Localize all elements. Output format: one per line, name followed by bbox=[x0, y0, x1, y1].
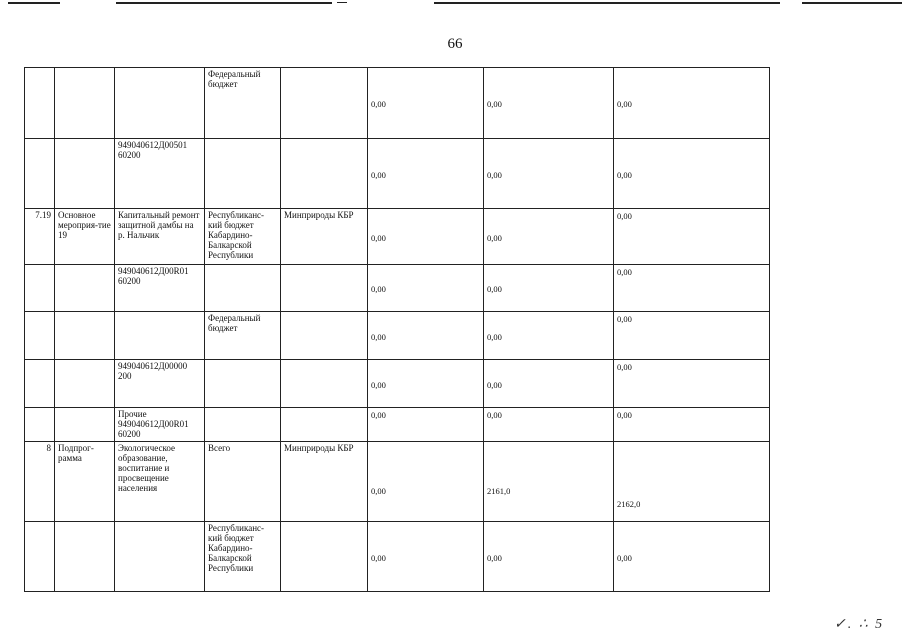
row-number: 7.19 bbox=[25, 209, 55, 265]
table-row bbox=[25, 522, 770, 592]
row-value-1: 0,00 bbox=[368, 209, 484, 265]
row-name: Экологическое образование, воспитание и просвещение населения bbox=[115, 442, 205, 522]
row-executor bbox=[281, 408, 368, 442]
top-rule-mid bbox=[116, 2, 332, 4]
row-value-3: 0,00 bbox=[614, 408, 770, 442]
row-value-2: 0,00 bbox=[484, 209, 614, 265]
top-rule-far-right bbox=[802, 2, 902, 4]
row-value-2: 0,00 bbox=[484, 408, 614, 442]
row-value-1: 0,00 bbox=[368, 68, 484, 139]
row-type bbox=[55, 408, 115, 442]
row-value-2: 0,00 bbox=[484, 68, 614, 139]
row-value-2: 2161,0 bbox=[484, 442, 614, 522]
row-source: Федеральный бюджет bbox=[205, 68, 281, 139]
row-type bbox=[55, 139, 115, 209]
row-value-1: 0,00 bbox=[368, 442, 484, 522]
row-executor bbox=[281, 139, 368, 209]
row-number bbox=[25, 312, 55, 360]
row-executor bbox=[281, 360, 368, 408]
row-type bbox=[55, 312, 115, 360]
row-value-2: 0,00 bbox=[484, 265, 614, 312]
row-source: Республиканс-кий бюджет Кабардино-Балкарской Республики bbox=[205, 209, 281, 265]
table-row bbox=[25, 360, 770, 408]
row-source: Всего bbox=[205, 442, 281, 522]
row-value-3: 0,00 bbox=[614, 265, 770, 312]
row-name: Прочие 949040612Д00R01 60200 bbox=[115, 408, 205, 442]
row-value-3: 2162,0 bbox=[614, 442, 770, 522]
top-rule-mid-dash bbox=[337, 2, 347, 3]
top-rule-left bbox=[8, 2, 60, 4]
row-value-2: 0,00 bbox=[484, 312, 614, 360]
table-row bbox=[25, 408, 770, 442]
row-value-3: 0,00 bbox=[614, 139, 770, 209]
row-executor bbox=[281, 522, 368, 592]
row-type bbox=[55, 522, 115, 592]
row-value-3: 0,00 bbox=[614, 209, 770, 265]
row-executor bbox=[281, 68, 368, 139]
row-value-2: 0,00 bbox=[484, 360, 614, 408]
row-value-1: 0,00 bbox=[368, 265, 484, 312]
row-value-1: 0,00 bbox=[368, 522, 484, 592]
row-value-3: 0,00 bbox=[614, 360, 770, 408]
row-source bbox=[205, 360, 281, 408]
row-number bbox=[25, 408, 55, 442]
handwritten-mark: ✓. ∴ 5 bbox=[834, 617, 885, 632]
row-source bbox=[205, 408, 281, 442]
table-row bbox=[25, 209, 770, 265]
row-number bbox=[25, 68, 55, 139]
row-type: Основное мероприя-тие 19 bbox=[55, 209, 115, 265]
row-type: Подпрог-рамма bbox=[55, 442, 115, 522]
row-value-1: 0,00 bbox=[368, 360, 484, 408]
table-row bbox=[25, 265, 770, 312]
row-source bbox=[205, 139, 281, 209]
budget-table bbox=[24, 67, 770, 592]
row-value-1: 0,00 bbox=[368, 139, 484, 209]
table-row bbox=[25, 139, 770, 209]
table-row bbox=[25, 442, 770, 522]
row-number bbox=[25, 522, 55, 592]
row-source: Республиканс-кий бюджет Кабардино-Балкарской Республики bbox=[205, 522, 281, 592]
row-executor bbox=[281, 265, 368, 312]
table-row bbox=[25, 312, 770, 360]
top-rule-right bbox=[434, 2, 780, 4]
row-value-1: 0,00 bbox=[368, 312, 484, 360]
page-number: 66 bbox=[447, 36, 463, 52]
row-type bbox=[55, 68, 115, 139]
row-number bbox=[25, 265, 55, 312]
row-value-3: 0,00 bbox=[614, 312, 770, 360]
row-name: 949040612Д00000 200 bbox=[115, 360, 205, 408]
row-type bbox=[55, 360, 115, 408]
row-value-2: 0,00 bbox=[484, 139, 614, 209]
row-type bbox=[55, 265, 115, 312]
row-executor: Минприроды КБР bbox=[281, 442, 368, 522]
row-source: Федеральный бюджет bbox=[205, 312, 281, 360]
row-source bbox=[205, 265, 281, 312]
row-number bbox=[25, 139, 55, 209]
row-value-3: 0,00 bbox=[614, 522, 770, 592]
row-name bbox=[115, 68, 205, 139]
row-executor: Минприроды КБР bbox=[281, 209, 368, 265]
row-name bbox=[115, 522, 205, 592]
row-value-3: 0,00 bbox=[614, 68, 770, 139]
row-name: Капитальный ремонт защитной дамбы на р. Нальчик bbox=[115, 209, 205, 265]
row-name: 949040612Д00501 60200 bbox=[115, 139, 205, 209]
row-number: 8 bbox=[25, 442, 55, 522]
row-number bbox=[25, 360, 55, 408]
row-name bbox=[115, 312, 205, 360]
table-row bbox=[25, 68, 770, 139]
row-value-2: 0,00 bbox=[484, 522, 614, 592]
row-name: 949040612Д00R01 60200 bbox=[115, 265, 205, 312]
row-value-1: 0,00 bbox=[368, 408, 484, 442]
row-executor bbox=[281, 312, 368, 360]
